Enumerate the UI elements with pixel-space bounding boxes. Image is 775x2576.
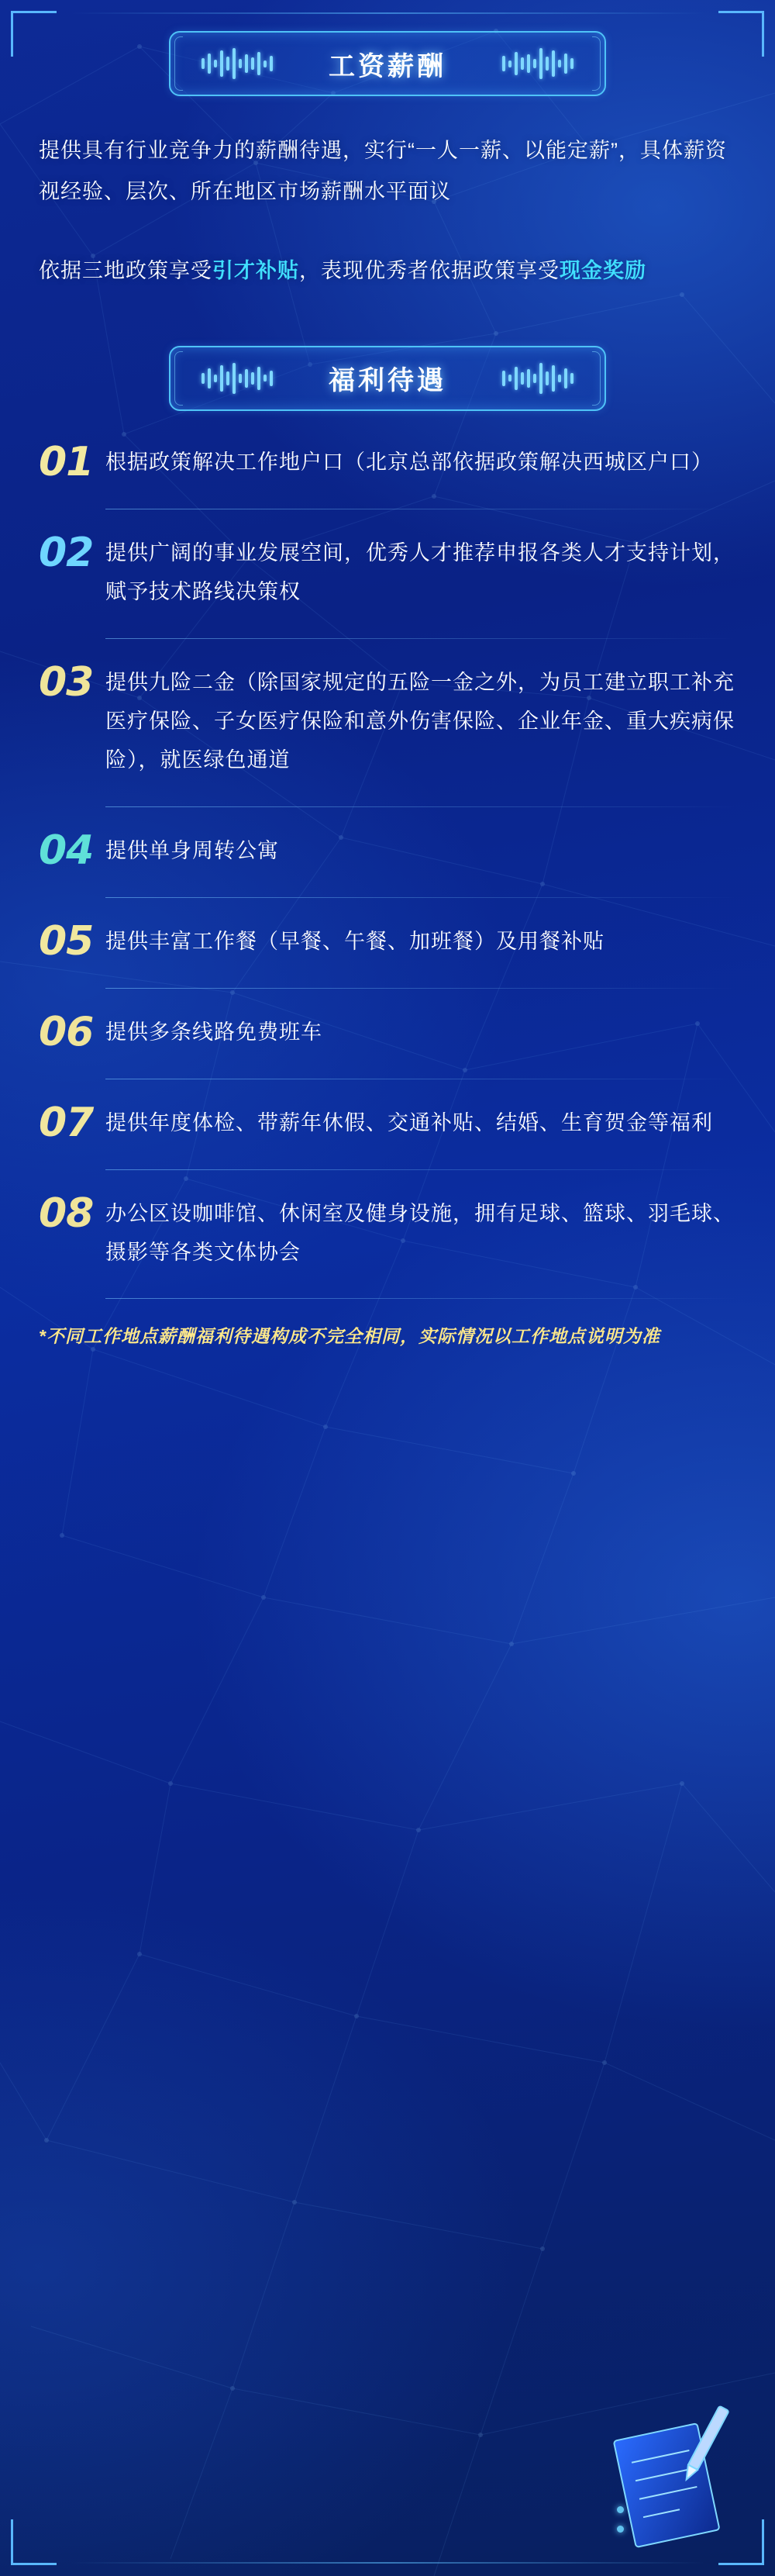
list-item <box>39 1008 736 1055</box>
list-item <box>39 658 736 780</box>
list-item-number: 08 <box>39 1190 94 1237</box>
section-title-benefits: 福利待遇 <box>329 366 446 396</box>
list-divider <box>105 806 736 807</box>
salary-p2-highlight-2: 现金奖励 <box>560 259 646 283</box>
waveform-icon-left <box>202 47 273 81</box>
salary-paragraph-2 <box>39 250 736 292</box>
list-item-text: 提供年度体检、带薪年休假、交通补贴、结婚、生育贺金等福利 <box>105 1110 713 1134</box>
list-item-text: 提供单身周转公寓 <box>105 838 279 862</box>
list-divider <box>105 897 736 898</box>
list-item-number: 07 <box>39 1099 94 1146</box>
salary-paragraph-1-text: 提供具有行业竞争力的薪酬待遇，实行“一人一薪、以能定薪”，具体薪资视经验、层次、所在地区市场薪酬水平面议 <box>39 139 727 203</box>
decorative-dots <box>617 2506 624 2545</box>
section-header-benefits <box>169 346 606 411</box>
list-item <box>39 531 736 612</box>
list-item-text: 提供九险二金（除国家规定的五险一金之外，为员工建立职工补充医疗保险、子女医疗保险和意外伤害保险、企业年金、重大疾病保险），就医绿色通道 <box>105 670 735 772</box>
list-item <box>39 1099 736 1146</box>
waveform-icon-right-2 <box>502 361 574 395</box>
corner-bracket-bottom-left <box>11 2519 57 2565</box>
list-divider <box>105 1298 736 1299</box>
waveform-icon-right <box>502 47 574 81</box>
footnote: *不同工作地点薪酬福利待遇构成不完全相同，实际情况以工作地点说明为准 <box>39 1326 660 1347</box>
list-item-number: 04 <box>39 827 94 874</box>
list-divider <box>105 638 736 639</box>
list-item-text: 提供多条线路免费班车 <box>105 1020 322 1044</box>
waveform-icon-left-2 <box>202 361 273 395</box>
corner-bracket-bottom-right <box>718 2519 764 2565</box>
list-item-number: 06 <box>39 1008 94 1055</box>
list-item-number: 05 <box>39 917 94 965</box>
list-item-text: 根据政策解决工作地户口（北京总部依据政策解决西城区户口） <box>105 450 713 474</box>
list-item <box>39 827 736 874</box>
list-item <box>39 1192 736 1272</box>
list-item-text: 提供广阔的事业发展空间，优秀人才推荐申报各类人才支持计划，赋予技术路线决策权 <box>105 540 735 603</box>
list-item-number: 01 <box>39 438 94 485</box>
salary-p2-seg-1: 依据三地政策享受 <box>39 259 212 283</box>
list-item-number: 03 <box>39 658 94 706</box>
list-item-text: 提供丰富工作餐（早餐、午餐、加班餐）及用餐补贴 <box>105 929 604 953</box>
list-item-text: 办公区设咖啡馆、休闲室及健身设施，拥有足球、篮球、羽毛球、摄影等各类文体协会 <box>105 1201 735 1264</box>
section-header-salary <box>169 31 606 96</box>
list-item-number: 02 <box>39 529 94 576</box>
salary-p2-seg-2: ，表现优秀者依据政策享受 <box>299 259 560 283</box>
salary-paragraph-1 <box>39 130 736 212</box>
list-item <box>39 438 736 485</box>
edge-line-bottom <box>70 2562 705 2564</box>
list-item <box>39 917 736 965</box>
list-divider <box>105 988 736 989</box>
benefits-list <box>39 440 736 1300</box>
section-title-salary: 工资薪酬 <box>329 51 446 81</box>
salary-p2-highlight-1: 引才补贴 <box>212 259 299 283</box>
list-divider <box>105 1169 736 1170</box>
